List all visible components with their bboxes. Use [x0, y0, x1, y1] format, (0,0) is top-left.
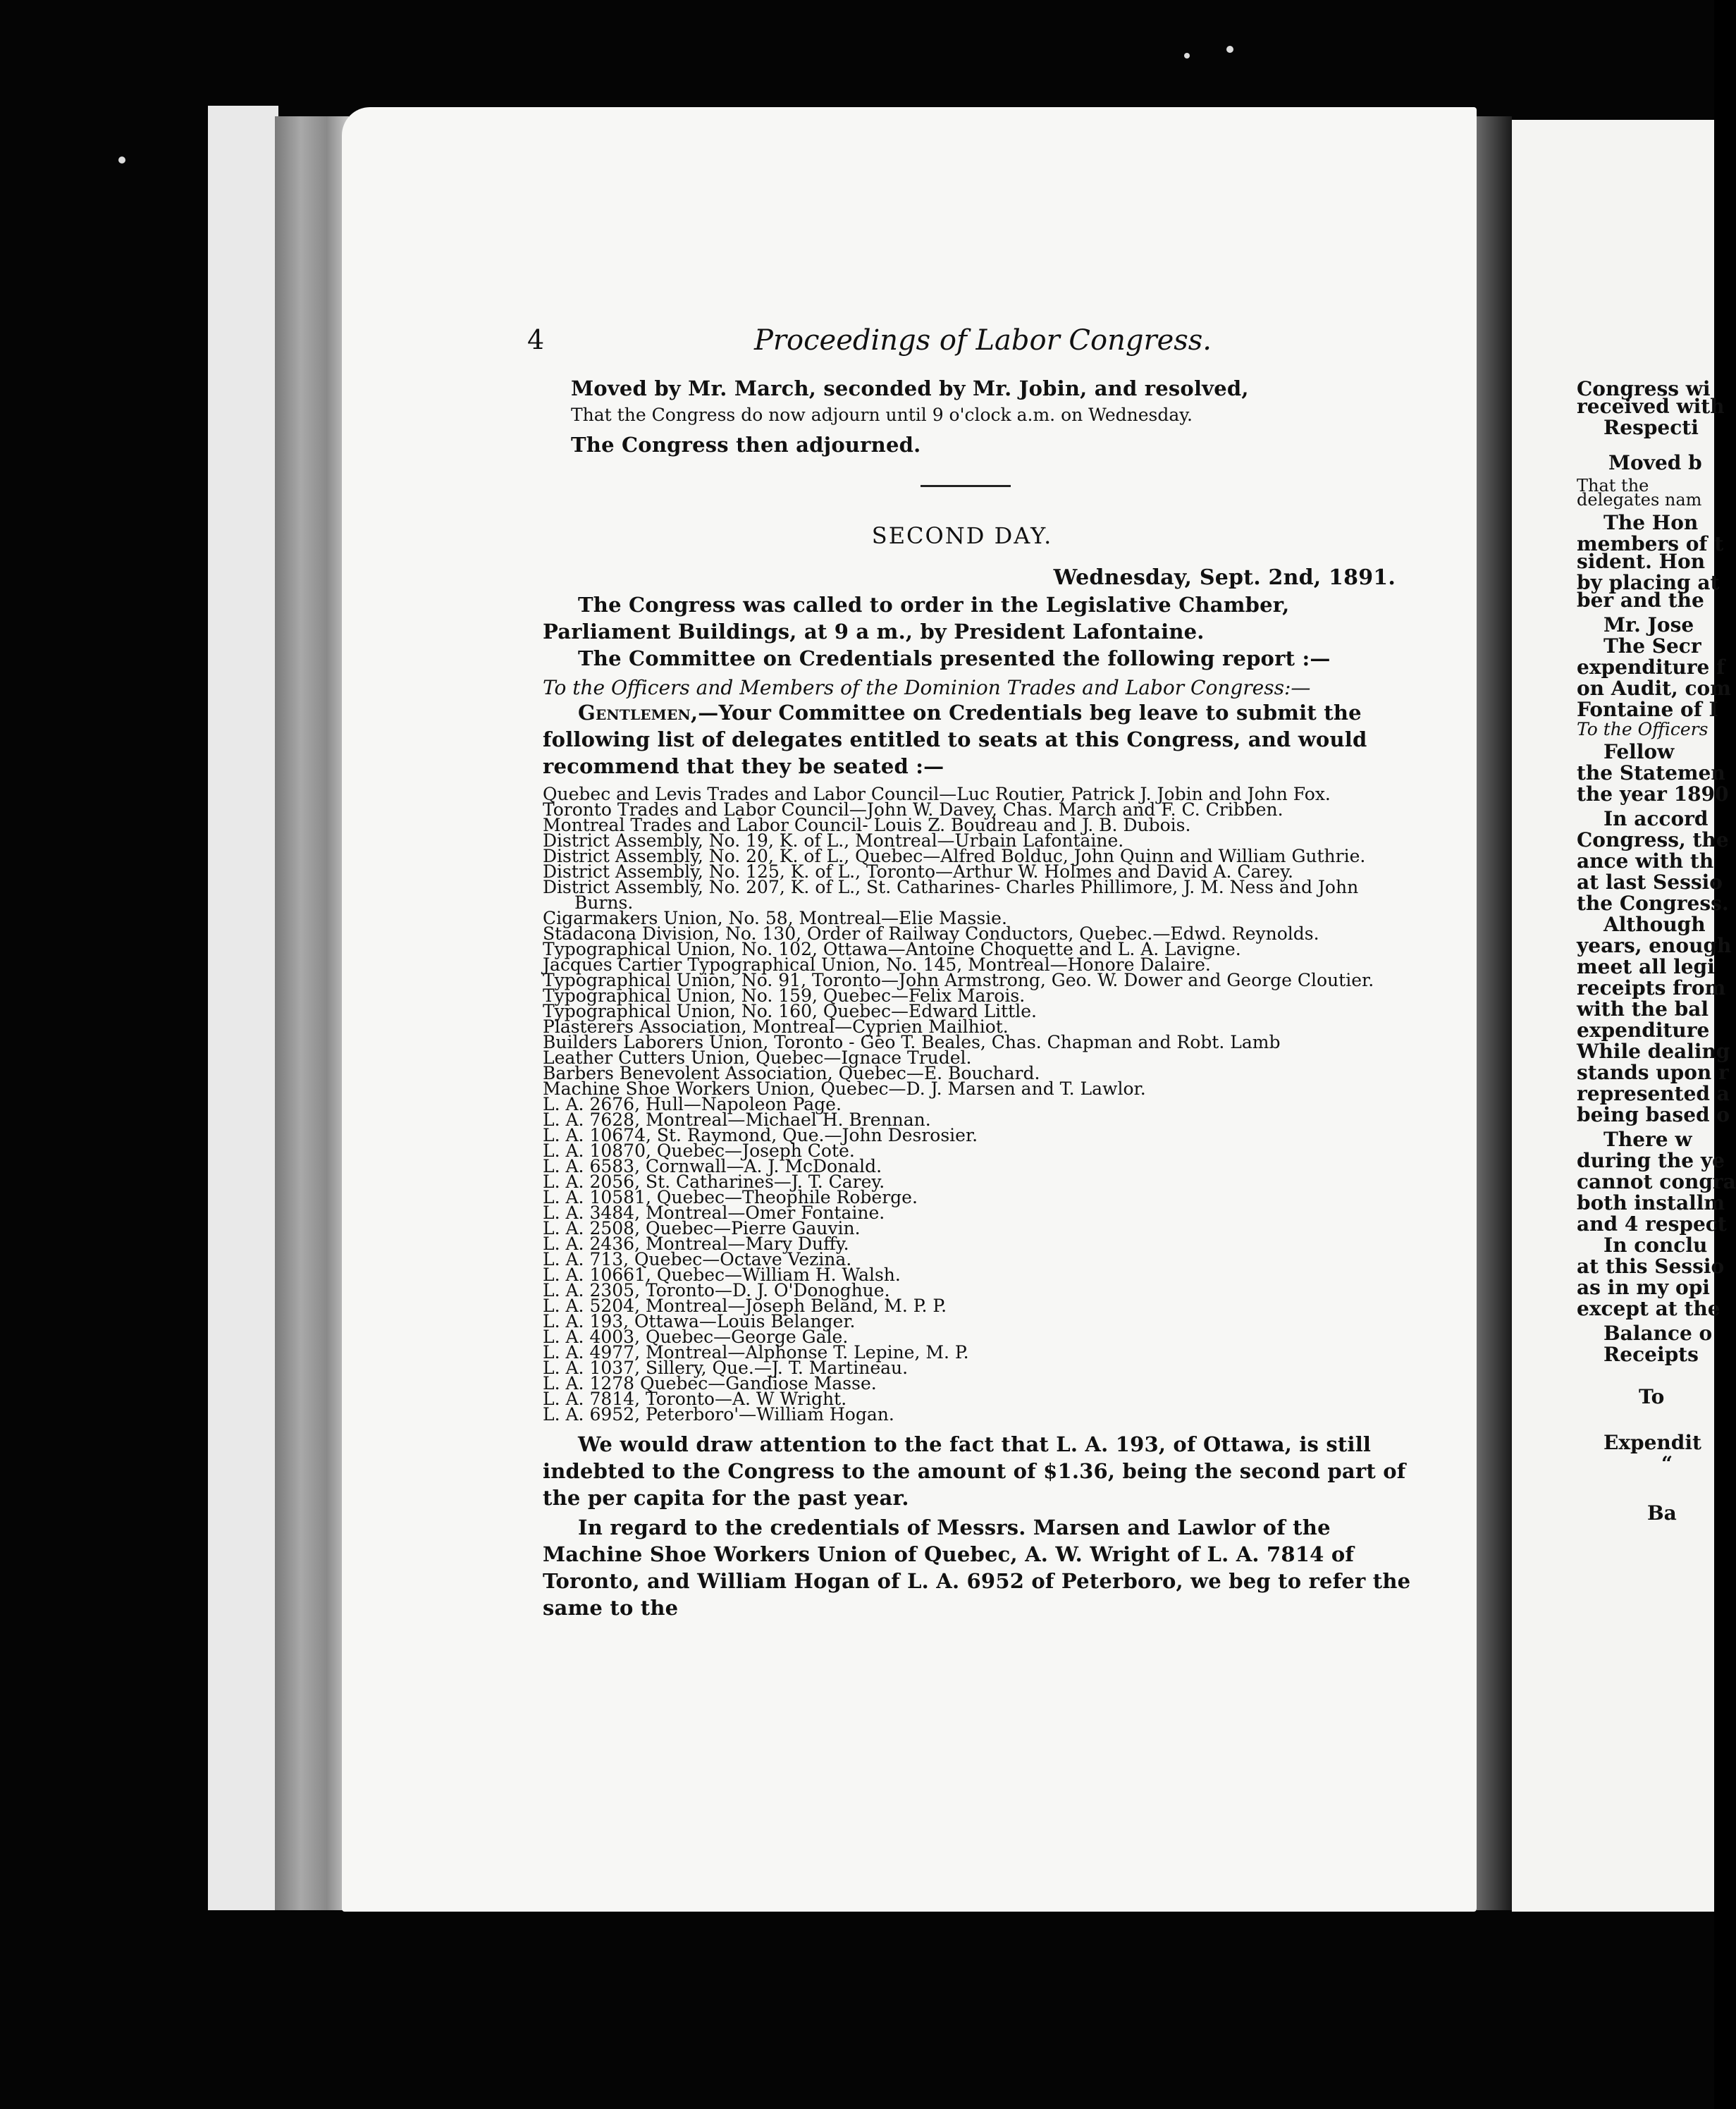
facing-page-line: Balance o	[1603, 1322, 1713, 1345]
delegate-entry: Toronto Trades and Labor Council—John W. Davey, Chas. March and F. C. Cribben.	[543, 799, 1283, 820]
facing-page-line: To	[1639, 1385, 1665, 1408]
facing-page-line: expenditure f	[1577, 656, 1725, 679]
scan-speck	[118, 156, 125, 164]
facing-page-line: In accord	[1603, 807, 1709, 830]
delegate-entry: Montreal Trades and Labor Council- Louis Z. Boudreau and J. B. Dubois.	[543, 815, 1191, 835]
delegate-entry: L. A. 6952, Peterboro'—William Hogan.	[543, 1404, 894, 1425]
facing-page-line: That the	[1577, 476, 1649, 496]
facing-page-line: members of t	[1577, 532, 1724, 555]
delegate-list	[543, 784, 1417, 1425]
facing-page	[1512, 120, 1736, 1912]
facing-page-line: The Secr	[1603, 634, 1701, 658]
delegate-entry: L. A. 10661, Quebec—William H. Walsh.	[543, 1265, 901, 1285]
facing-page-line: represented a	[1577, 1082, 1730, 1105]
page-number: 4	[527, 324, 545, 355]
facing-page-line: stands upon r	[1577, 1061, 1729, 1084]
facing-page-line: the year 1890	[1577, 782, 1729, 806]
meeting-date: Wednesday, Sept. 2nd, 1891.	[1053, 565, 1396, 590]
delegate-entry: Typographical Union, No. 102, Ottawa—Antoine Choquette and L. A. Lavigne.	[543, 939, 1241, 959]
facing-page-line: with the bal	[1577, 997, 1709, 1021]
facing-page-line: “	[1661, 1452, 1673, 1475]
facing-page-line: ber and the	[1577, 589, 1704, 612]
delegate-entry: L. A. 10581, Quebec—Theophile Roberge.	[543, 1187, 918, 1207]
delegate-entry: L. A. 7628, Montreal—Michael H. Brennan.	[543, 1109, 931, 1130]
facing-page-line: both installm	[1577, 1191, 1725, 1215]
facing-page-line: In conclu	[1603, 1234, 1708, 1257]
delegate-entry: District Assembly, No. 19, K. of L., Montreal—Urbain Lafontaine.	[543, 830, 1124, 851]
facing-page-line: sident. Hon	[1577, 550, 1706, 573]
delegate-entry: Machine Shoe Workers Union, Quebec—D. J. Marsen and T. Lawlor.	[543, 1078, 1146, 1099]
facing-page-line: Fontaine of I	[1577, 698, 1718, 721]
delegate-entry: L. A. 1037, Sillery, Que.—J. T. Martineau.	[543, 1358, 909, 1378]
delegate-entry: L. A. 6583, Cornwall—A. J. McDonald.	[543, 1156, 882, 1176]
scan-speck	[1184, 53, 1190, 59]
report-intro-text: —Your Committee on Credentials beg leave to submit the following list of delegates entitled to seats at this Congress, and would recommend that they be seated :—	[543, 701, 1367, 778]
delegate-entry: L. A. 1278 Quebec—Gandiose Masse.	[543, 1373, 877, 1394]
facing-page-line: during the ye	[1577, 1149, 1725, 1172]
page-stack-edge	[208, 106, 278, 1910]
facing-page-line: except at the	[1577, 1297, 1720, 1320]
delegate-entry: Leather Cutters Union, Quebec—Ignace Trudel.	[543, 1047, 972, 1068]
delegate-entry: Quebec and Levis Trades and Labor Council—Luc Routier, Patrick J. Jobin and John Fox.	[543, 784, 1331, 804]
facing-page-line: Ba	[1647, 1501, 1677, 1525]
facing-page-line: at last Sessio	[1577, 871, 1723, 894]
delegate-entry: Plasterers Association, Montreal—Cyprien Mailhiot.	[543, 1016, 1009, 1037]
delegate-entry: Barbers Benevolent Association, Quebec—E. Bouchard.	[543, 1063, 1040, 1083]
facing-page-line: Congress wi	[1577, 377, 1711, 400]
facing-page-line: received with	[1577, 395, 1725, 418]
facing-page-line: Expendit	[1603, 1431, 1701, 1454]
running-title: Proceedings of Labor Congress.	[754, 324, 1212, 357]
facing-page-line: delegates nam	[1577, 490, 1702, 510]
delegate-entry: L. A. 2436, Montreal—Mary Duffy.	[543, 1234, 849, 1254]
facing-page-line: meet all legi	[1577, 955, 1715, 978]
section-divider	[921, 485, 1011, 487]
delegate-entry: Stadacona Division, No. 130, Order of Railway Conductors, Quebec.—Edwd. Reynolds.	[543, 923, 1319, 944]
delegate-entry: L. A. 713, Quebec—Octave Vezina.	[543, 1249, 852, 1269]
delegate-entry: L. A. 2056, St. Catharines—J. T. Carey.	[543, 1172, 885, 1192]
indebted-note: We would draw attention to the fact that L. A. 193, of Ottawa, is still indebted to the Congress to the amount of $1.36, being the second part of the per capita for the past year.	[543, 1432, 1406, 1510]
facing-page-line: at this Sessio	[1577, 1255, 1725, 1278]
facing-page-line: Receipts	[1603, 1343, 1699, 1366]
adjourned-text: The Congress then adjourned.	[571, 433, 921, 457]
facing-page-line: Respecti	[1603, 416, 1699, 439]
facing-page-line: and 4 respect	[1577, 1212, 1727, 1236]
resolution-text: That the Congress do now adjourn until 9 o'clock a.m. on Wednesday.	[571, 405, 1193, 425]
delegate-entry: L. A. 193, Ottawa—Louis Belanger.	[543, 1311, 856, 1332]
facing-page-line: as in my opi	[1577, 1276, 1710, 1299]
delegate-entry: L. A. 2676, Hull—Napoleon Page.	[543, 1094, 842, 1114]
book-binding	[275, 116, 349, 1910]
facing-page-line: Although	[1603, 913, 1706, 936]
facing-page-line: ance with th	[1577, 849, 1714, 873]
delegate-entry: Typographical Union, No. 91, Toronto—John Armstrong, Geo. W. Dower and George Cloutier.	[543, 970, 1374, 990]
page-content	[527, 324, 1417, 1621]
facing-page-line: receipts from	[1577, 976, 1726, 1000]
facing-page-line: expenditure	[1577, 1019, 1710, 1042]
delegate-entry: Typographical Union, No. 159, Quebec—Felix Marois.	[543, 985, 1026, 1006]
delegate-entry: L. A. 2305, Toronto—D. J. O'Donoghue.	[543, 1280, 890, 1301]
report-intro	[543, 699, 1417, 780]
delegate-entry: L. A. 5204, Montreal—Joseph Beland, M. P. P.	[543, 1296, 947, 1316]
day-title: SECOND DAY.	[871, 522, 1053, 549]
delegate-entry: L. A. 4977, Montreal—Alphonse T. Lepine, M. P.	[543, 1342, 969, 1363]
delegate-entry: District Assembly, No. 125, K. of L., Toronto—Arthur W. Holmes and David A. Carey.	[543, 861, 1293, 882]
delegate-entry: Cigarmakers Union, No. 58, Montreal—Elie Massie.	[543, 908, 1007, 928]
delegate-entry: Jacques Cartier Typographical Union, No. 145, Montreal—Honore Dalaire.	[543, 954, 1211, 975]
called-to-order-text: The Congress was called to order in the Legislative Chamber, Parliament Buildings, at 9 a m., by President Lafontaine.	[543, 593, 1290, 644]
motion-text: Moved by Mr. March, seconded by Mr. Jobin, and resolved,	[571, 376, 1249, 400]
delegate-entry: L. A. 4003, Quebec—George Gale.	[543, 1327, 849, 1347]
facing-page-line: Moved b	[1608, 451, 1702, 474]
delegate-entry: Builders Laborers Union, Toronto - Geo T. Beales, Chas. Chapman and Robt. Lamb	[543, 1032, 1281, 1052]
committee-intro-text: The Committee on Credentials presented the following report :—	[578, 646, 1331, 670]
facing-page-line: To the Officers	[1577, 719, 1709, 739]
delegate-entry: L. A. 10674, St. Raymond, Que.—John Desrosier.	[543, 1125, 978, 1145]
facing-page-line: the Congress.	[1577, 892, 1729, 915]
facing-page-line: being based o	[1577, 1103, 1730, 1126]
delegate-entry: L. A. 10870, Quebec—Joseph Cote.	[543, 1140, 855, 1161]
facing-page-line: on Audit, com	[1577, 677, 1731, 700]
facing-page-line: The Hon	[1603, 511, 1699, 534]
delegate-entry: L. A. 2508, Quebec—Pierre Gauvin.	[543, 1218, 861, 1238]
delegate-entry: Typographical Union, No. 160, Quebec—Edward Little.	[543, 1001, 1037, 1021]
delegate-entry: L. A. 3484, Montreal—Omer Fontaine.	[543, 1203, 885, 1223]
page-header	[527, 324, 1417, 367]
facing-page-line: While dealing	[1577, 1040, 1730, 1063]
facing-page-line: years, enough	[1577, 934, 1732, 957]
salutation: Gentlemen,	[578, 701, 698, 725]
book-gutter	[1477, 116, 1512, 1910]
scan-speck	[1226, 46, 1233, 53]
facing-page-line: by placing at	[1577, 571, 1720, 594]
facing-page-line: Congress, the	[1577, 828, 1729, 851]
report-address: To the Officers and Members of the Dominion Trades and Labor Congress:—	[543, 676, 1311, 699]
facing-page-line: There w	[1603, 1128, 1692, 1151]
facing-page-line: Mr. Jose	[1603, 613, 1694, 637]
credentials-note: In regard to the credentials of Messrs. Marsen and Lawlor of the Machine Shoe Workers Union of Quebec, A. W. Wright of L. A. 7814 of Toronto, and William Hogan of L. A. 6952 of Peterboro, we beg to refer the same to the	[543, 1515, 1411, 1620]
facing-page-line: cannot congra	[1577, 1170, 1736, 1193]
facing-page-line: the Statemen	[1577, 761, 1725, 785]
delegate-entry: District Assembly, No. 20, K. of L., Quebec—Alfred Bolduc, John Quinn and William Guthrie.	[543, 846, 1366, 866]
facing-page-line: Fellow	[1603, 740, 1675, 763]
delegate-entry: L. A. 7814, Toronto—A. W Wright.	[543, 1389, 847, 1409]
delegate-entry: District Assembly, No. 207, K. of L., St. Catharines- Charles Phillimore, J. M. Ness and John Burns.	[543, 877, 1359, 913]
